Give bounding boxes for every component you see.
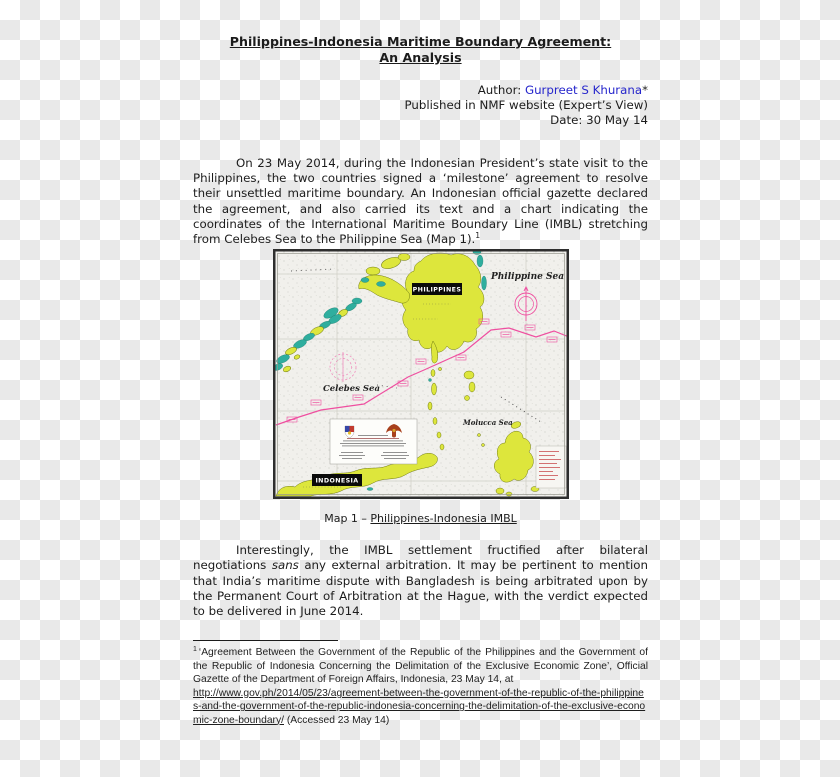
caption-link[interactable]: Philippines-Indonesia IMBL bbox=[370, 512, 517, 526]
author-line bbox=[193, 83, 648, 98]
indonesia-label-box bbox=[312, 474, 362, 486]
intro-paragraph bbox=[193, 156, 648, 247]
footnote-citation: ‘Agreement Between the Government of the Republic of the Philippines and the Government of the Republic of Indonesia Concerning the Delimitation of the Exclusive Economic Zone’, Official Gazette of the Department of Foreign Affairs, Indonesia, 23 May 14, at bbox=[193, 647, 648, 686]
author-label: Author: bbox=[477, 83, 525, 97]
legend-box bbox=[536, 446, 566, 488]
indonesia-label: INDONESIA bbox=[314, 477, 359, 485]
footnote-url-link[interactable]: http://www.gov.ph/2014/05/23/agreement-between-the-government-of-the-republic-of-the-philippines-and-the-government-of-the-republic-indonesia-concerning-the-delimitation-of-the-exclusive-economic-zone-boundary/ bbox=[193, 687, 646, 726]
map-caption bbox=[193, 512, 648, 526]
philippines-label-box bbox=[412, 283, 462, 295]
agreement-emblem-box bbox=[330, 419, 417, 464]
footnote-text bbox=[193, 646, 648, 727]
author-block bbox=[193, 83, 648, 128]
published-line: Published in NMF website (Expert’s View) bbox=[404, 98, 648, 112]
caption-prefix: Map 1 – bbox=[324, 512, 371, 526]
footnote-section bbox=[193, 640, 648, 727]
author-name-link[interactable]: Gurpreet S Khurana bbox=[524, 83, 643, 97]
analysis-paragraph bbox=[193, 543, 648, 619]
analysis-text-after: any external arbitration. It may be pertinent to mention that India’s maritime dispute with Bangladesh is being arbitrated upon by the Permanent Court of Arbitration at the Hague, with the verdict expected to be delivered in June 2014. bbox=[193, 558, 648, 619]
philippines-label: PHILIPPINES bbox=[412, 286, 461, 294]
title-line-2: An Analysis bbox=[379, 50, 462, 65]
map-figure bbox=[193, 249, 648, 503]
footnote-reference: 1 bbox=[475, 231, 481, 241]
page-title bbox=[193, 34, 648, 66]
document-content bbox=[193, 0, 648, 727]
footnote-accessed: (Accessed 23 May 14) bbox=[284, 714, 390, 726]
title-line-1: Philippines-Indonesia Maritime Boundary Agreement: bbox=[229, 34, 612, 49]
date-line: Date: 30 May 14 bbox=[550, 113, 648, 127]
footnote-marker: 1 bbox=[193, 645, 197, 653]
philippine-sea-label: Philippine Sea bbox=[490, 272, 564, 283]
author-asterisk: * bbox=[642, 83, 648, 97]
intro-paragraph-text: On 23 May 2014, during the Indonesian President’s state visit to the Philippines, the two countries signed a ‘milestone’ agreement to resolve their unsettled maritime boundary. An Indonesian official gazette declared the agreement, and also carried its text and a chart indicating the coordinates of the International Maritime Boundary Line (IMBL) stretching from Celebes Sea to the Philippine Sea (Map 1). bbox=[193, 156, 648, 247]
footnote-separator bbox=[193, 640, 338, 641]
analysis-text-italic: sans bbox=[271, 558, 299, 573]
analysis-text-before: Interestingly, the IMBL settlement fructified after bilateral negotiations bbox=[193, 543, 648, 573]
celebes-sea-label: Celebes Sea bbox=[322, 384, 380, 395]
map-image bbox=[273, 249, 569, 499]
molucca-sea-label: Molucca Sea bbox=[462, 418, 513, 428]
